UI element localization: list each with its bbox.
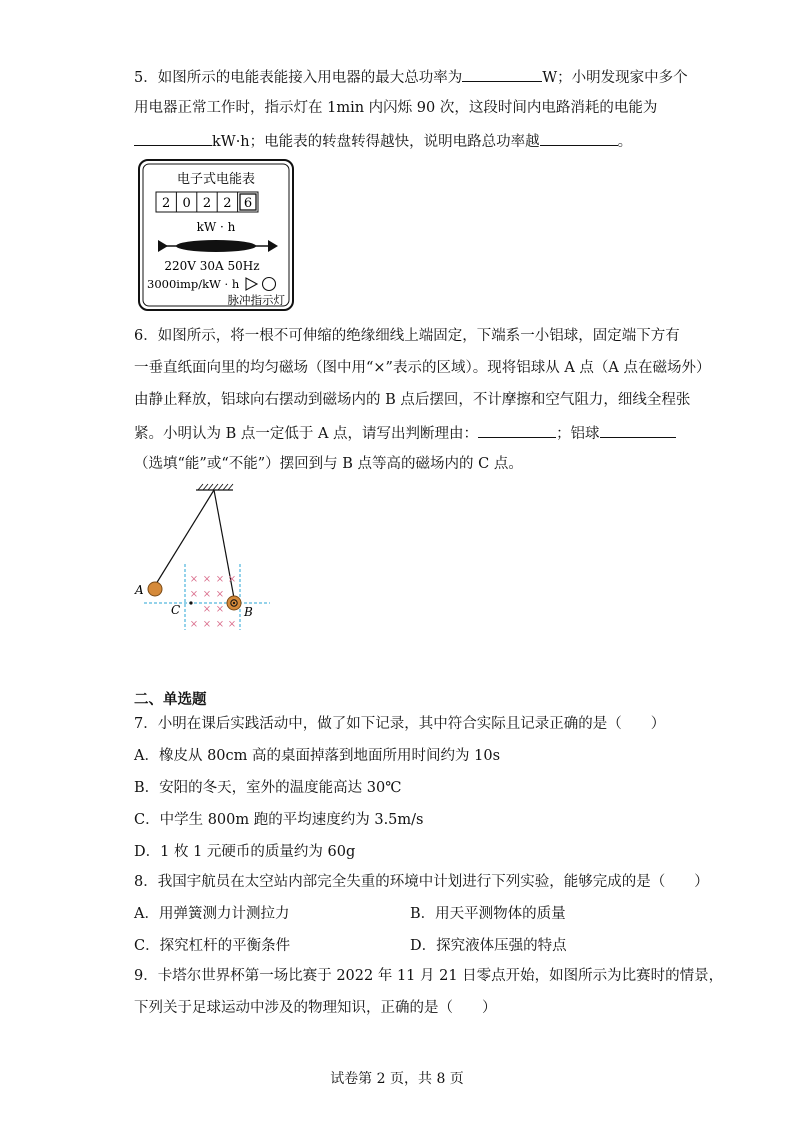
ceiling-support — [196, 484, 233, 490]
svg-text:×: × — [227, 574, 237, 585]
q5-blank-3[interactable] — [540, 130, 618, 146]
q9-line-1: 9．卡塔尔世界杯第一场比赛于 2022 年 11 月 21 日零点开始，如图所示为比赛时的情景， — [134, 968, 724, 984]
meter-imp: 3000imp/kW · h — [147, 277, 240, 291]
q5-blank-1[interactable] — [462, 66, 542, 82]
label-a: A — [135, 583, 144, 597]
q6-line-5: （选填“能”或“不能”）摆回到与 B 点等高的磁场内的 C 点。 — [134, 456, 523, 472]
meter-rating: 220V 30A 50Hz — [164, 259, 260, 273]
pulse-indicator-icon — [263, 278, 276, 291]
q5-line-2: 用电器正常工作时，指示灯在 1min 内闪烁 90 次，这段时间内电路消耗的电能为 — [134, 100, 658, 116]
q7-option-d[interactable]: D．1 枚 1 元硬币的质量约为 60g — [134, 844, 356, 860]
q6-blank-1[interactable] — [478, 422, 556, 438]
q8-stem: 8．我国宇航员在太空站内部完全失重的环境中计划进行下列实验，能够完成的是（ ） — [134, 874, 709, 890]
q7-stem: 7．小明在课后实践活动中，做了如下记录，其中符合实际且记录正确的是（ ） — [134, 716, 666, 732]
page-footer: 试卷第 2 页，共 8 页 — [330, 1071, 464, 1087]
q8-option-b[interactable]: B．用天平测物体的质量 — [410, 906, 566, 922]
q7-option-c[interactable]: C．中学生 800m 跑的平均速度约为 3.5m/s — [134, 812, 424, 828]
svg-text:×: × — [215, 619, 225, 630]
meter-title: 电子式电能表 — [176, 172, 256, 187]
pendulum-figure — [130, 480, 280, 630]
q7-option-b[interactable]: B．安阳的冬天，室外的温度能高达 30℃ — [134, 780, 402, 796]
meter-disk-icon — [158, 240, 278, 252]
meter-digit-5: 6 — [243, 196, 253, 211]
q5-line-1: 5．如图所示的电能表能接入用电器的最大总功率为 W；小明发现家中多个 — [134, 66, 688, 88]
point-c — [189, 601, 192, 604]
svg-text:×: × — [189, 619, 199, 630]
q6-line-3: 由静止释放，铝球向右摆动到磁场内的 B 点后摆回，不计摩擦和空气阻力，细线全程张 — [134, 392, 691, 408]
svg-text:×: × — [215, 604, 225, 615]
q9-line-2: 下列关于足球运动中涉及的物理知识，正确的是（ ） — [134, 1000, 497, 1016]
q6-line-2: 一垂直纸面向里的均匀磁场（图中用“×”表示的区域）。现将铝球从 A 点（A 点在磁场外） — [134, 360, 711, 376]
svg-text:×: × — [215, 574, 225, 585]
play-triangle-icon — [246, 278, 257, 290]
q8-option-c[interactable]: C．探究杠杆的平衡条件 — [134, 938, 291, 954]
svg-text:×: × — [189, 589, 199, 600]
meter-digit-4: 2 — [223, 196, 232, 211]
q6-line-1: 6．如图所示，将一根不可伸缩的绝缘细线上端固定，下端系一小铝球，固定端下方有 — [134, 328, 680, 344]
q7-option-a[interactable]: A．橡皮从 80cm 高的桌面掉落到地面所用时间约为 10s — [134, 748, 501, 764]
q6-blank-2[interactable] — [600, 422, 676, 438]
meter-digit-box — [156, 192, 258, 212]
svg-text:×: × — [227, 619, 237, 630]
svg-text:×: × — [202, 619, 212, 630]
svg-text:×: × — [202, 589, 212, 600]
meter-indicator-label: 脉冲指示灯 — [227, 293, 285, 307]
label-b: B — [244, 605, 253, 619]
q8-option-a[interactable]: A．用弹簧测力计测拉力 — [134, 906, 290, 922]
ball-a — [148, 582, 162, 596]
q5-line-3: kW·h；电能表的转盘转得越快，说明电路总功率越 。 — [134, 130, 632, 152]
q6-line-4: 紧。小明认为 B 点一定低于 A 点，请写出判断理由： ；铝球 — [134, 422, 676, 444]
meter-unit: kW · h — [196, 220, 236, 234]
electric-meter-figure — [138, 159, 294, 311]
q8-option-d[interactable]: D．探究液体压强的特点 — [410, 938, 567, 954]
svg-text:×: × — [189, 574, 199, 585]
meter-digit-3: 2 — [202, 196, 212, 211]
section-heading-single-choice: 二、单选题 — [134, 692, 207, 708]
svg-text:×: × — [215, 589, 225, 600]
svg-text:×: × — [202, 604, 212, 615]
label-c: C — [171, 603, 181, 617]
q5-blank-2[interactable] — [134, 130, 212, 146]
meter-digit-1: 2 — [162, 196, 171, 211]
meter-digit-2: 0 — [182, 196, 191, 211]
svg-text:×: × — [202, 574, 212, 585]
